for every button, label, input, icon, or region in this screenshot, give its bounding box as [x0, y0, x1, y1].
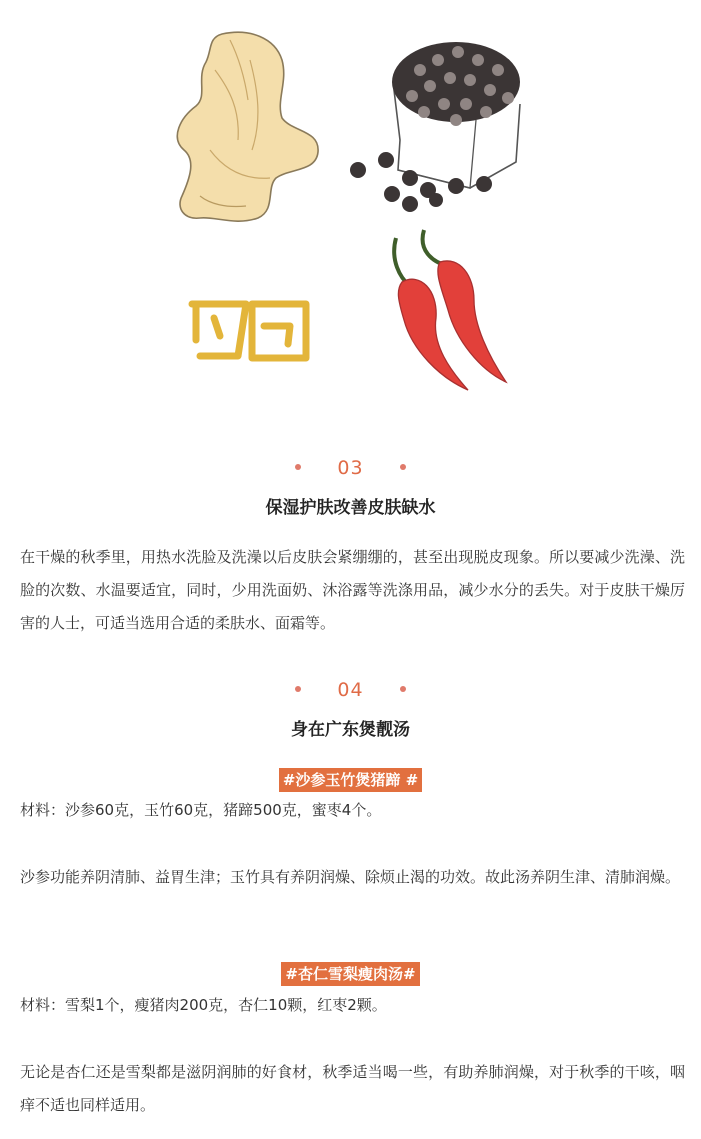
chili-icon — [394, 230, 506, 390]
recipe-tag: #沙参玉竹煲猪蹄 # — [279, 768, 422, 792]
recipe-tag-wrap — [0, 768, 701, 792]
hand-lettering-image — [192, 304, 306, 358]
recipe-description: 沙参功能养阴清肺、益胃生津；玉竹具有养阴润燥、除烦止渴的功效。故此汤养阴生津、清肺润燥。 — [20, 868, 681, 886]
section-number-text: 03 — [337, 457, 364, 479]
section-title: 保湿护肤改善皮肤缺水 — [265, 498, 436, 518]
section-title: 身在广东煲靓汤 — [291, 720, 410, 740]
section-number-04 — [0, 679, 701, 701]
dot-left-icon — [295, 686, 301, 692]
ginger-icon — [177, 32, 318, 221]
pepper-bowl-icon — [350, 42, 520, 212]
recipe-tag-wrap — [0, 962, 701, 986]
recipe-materials: 材料：沙参60克，玉竹60克，猪蹄500克，蜜枣4个。 — [20, 801, 382, 819]
dot-left-icon — [295, 464, 301, 470]
section-paragraph: 在干燥的秋季里，用热水洗脸及洗澡以后皮肤会紧绷绷的，甚至出现脱皮现象。所以要减少洗澡、洗脸的次数、水温要适宜，同时，少用洗面奶、沐浴露等洗涤用品，减少水分的丢失。对于皮肤干燥厉害的人士，可适当选用合适的柔肤水、面霜等。 — [20, 548, 685, 632]
section-number-text: 04 — [337, 679, 364, 701]
food-illustration — [0, 0, 701, 420]
recipe-description: 无论是杏仁还是雪梨都是滋阴润肺的好食材，秋季适当喝一些，有助养肺润燥，对于秋季的干咳，咽痒不适也同样适用。 — [20, 1063, 685, 1114]
dot-right-icon — [400, 686, 406, 692]
recipe-materials: 材料：雪梨1个，瘦猪肉200克，杏仁10颗，红枣2颗。 — [20, 996, 387, 1014]
recipe-tag: #杏仁雪梨瘦肉汤# — [281, 962, 419, 986]
section-number-03 — [0, 457, 701, 479]
dot-right-icon — [400, 464, 406, 470]
